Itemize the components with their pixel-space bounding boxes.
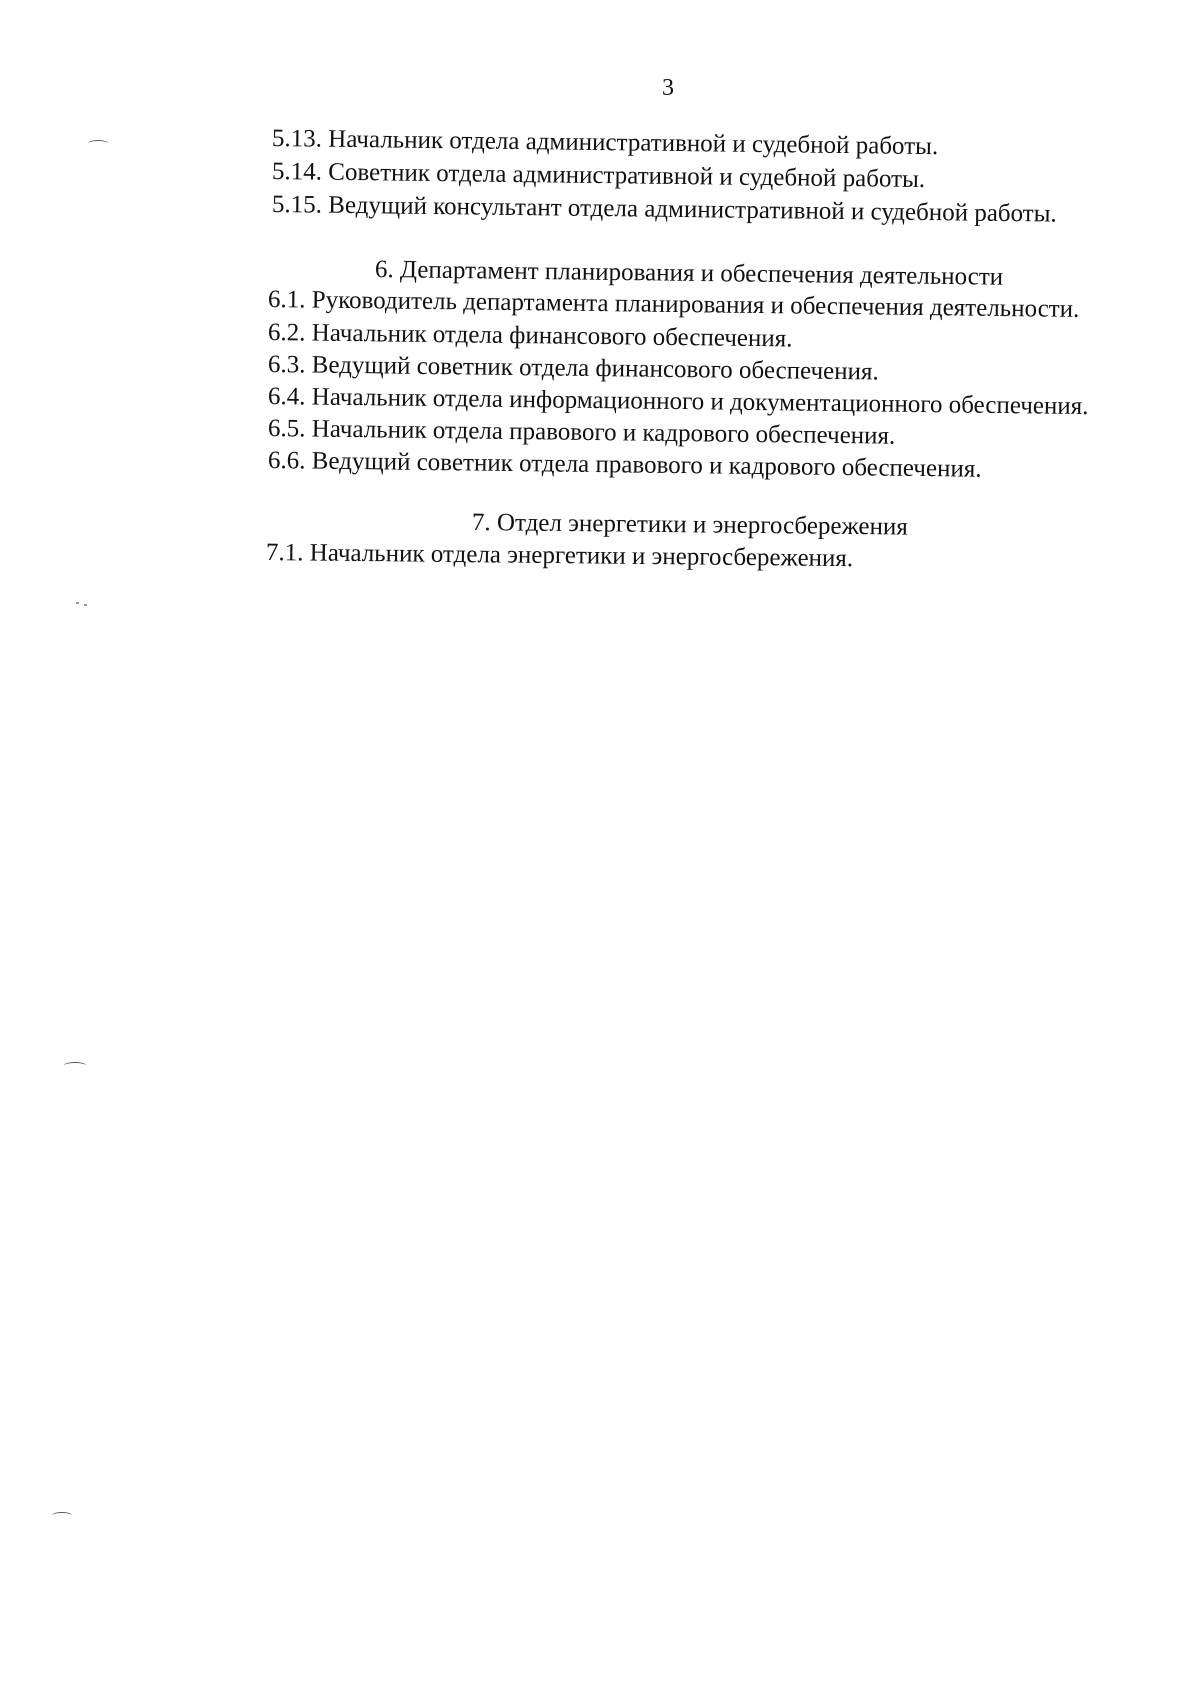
list-item-6-1: 6.1. Руководитель департамента планирования и обеспечения деятельности.: [267, 286, 1080, 323]
list-item-6-6: 6.6. Ведущий советник отдела правового и кадрового обеспечения.: [267, 447, 982, 483]
list-item-6-4: 6.4. Начальник отдела информационного и документационного обеспечения.: [267, 383, 1089, 421]
list-item-7-1: 7.1. Начальник отдела энергетики и энергосбережения.: [265, 539, 854, 573]
section-heading-7: 7. Отдел энергетики и энергосбережения: [471, 509, 908, 541]
list-item-5-14: 5.14. Советник отдела административной и судебной работы.: [271, 158, 926, 193]
list-item-6-2: 6.2. Начальник отдела финансового обеспечения.: [267, 319, 793, 353]
section-heading-6: 6. Департамент планирования и обеспечения деятельности: [374, 256, 1004, 291]
list-item-5-15: 5.15. Ведущий консультант отдела административной и судебной работы.: [271, 191, 1057, 228]
scan-mark-3: [52, 1512, 72, 1519]
scan-dot-2: [84, 604, 87, 606]
list-item-6-3: 6.3. Ведущий советник отдела финансового обеспечения.: [267, 351, 879, 386]
list-item-6-5: 6.5. Начальник отдела правового и кадрового обеспечения.: [267, 415, 896, 450]
page-number: 3: [662, 75, 674, 101]
scan-mark-1: [88, 140, 108, 147]
list-item-5-13: 5.13. Начальник отдела административной и судебной работы.: [271, 125, 939, 161]
scan-dot-1: [76, 602, 79, 604]
scan-mark-2: [64, 1062, 86, 1069]
